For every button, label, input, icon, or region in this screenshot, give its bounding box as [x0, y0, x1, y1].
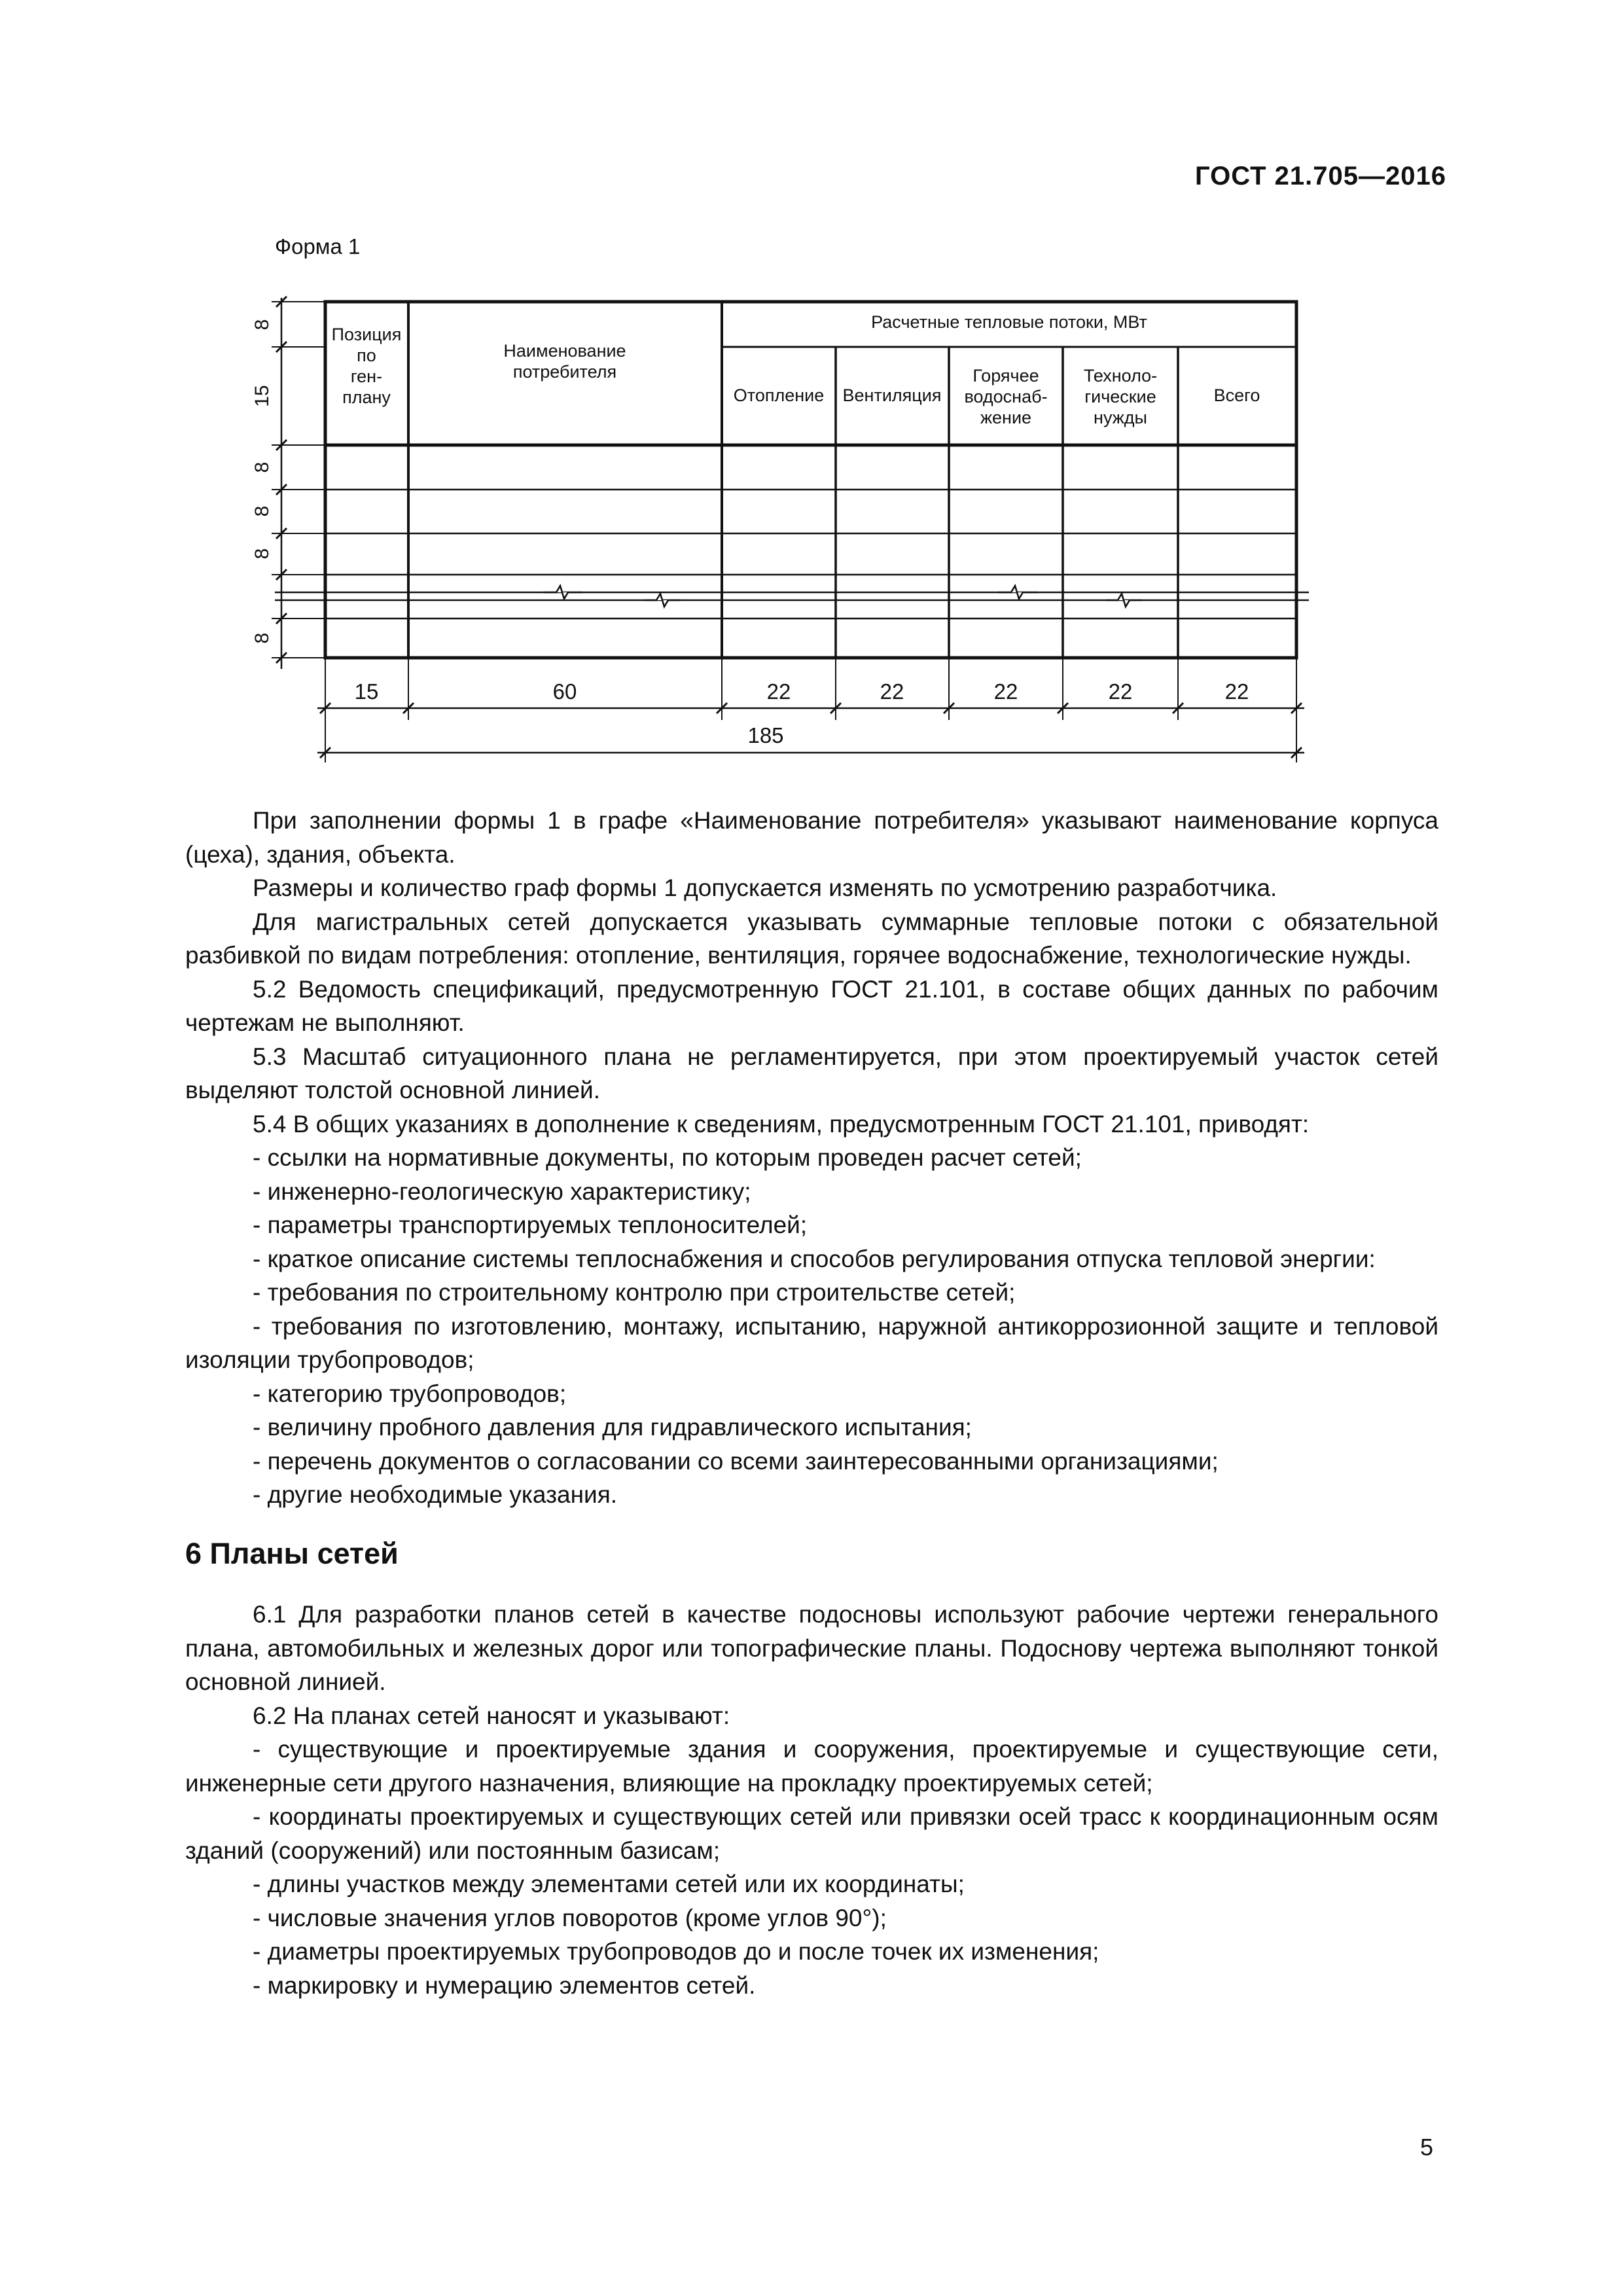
col-position-line4: плану	[342, 387, 391, 407]
row-dim-header: 15	[251, 385, 273, 407]
col-heating: Отопление	[733, 386, 825, 405]
col-ventilation: Вентиляция	[842, 386, 942, 405]
clause-5-3: 5.3 Масштаб ситуационного плана не регламентируется, при этом проектируемый участок сетей выделяют толстой основной линией.	[185, 1043, 1438, 1103]
list-item: - перечень документов о согласовании со всеми заинтересованными организациями;	[253, 1447, 1219, 1475]
list-item: - параметры транспортируемых теплоносителей;	[253, 1211, 808, 1238]
total-width: 185	[747, 723, 784, 747]
row-dim-row1: 8	[251, 461, 273, 473]
row-dim-row2: 8	[251, 505, 273, 517]
col-width-7: 22	[1224, 679, 1249, 704]
col-consumer-line1: Наименование	[503, 341, 626, 361]
list-item: - инженерно-геологическую характеристику;	[253, 1177, 751, 1205]
form-1-table-figure	[0, 0, 1623, 785]
row-dim-last-row: 8	[251, 632, 273, 644]
row-dim-row3: 8	[251, 548, 273, 560]
col-consumer-line2: потребителя	[512, 362, 617, 382]
col-hot-water-line1: Горячее	[972, 366, 1039, 386]
document-code: ГОСТ 21.705—2016	[1194, 162, 1446, 190]
col-group-title: Расчетные тепловые потоки, МВт	[871, 312, 1147, 332]
list-item: - диаметры проектируемых трубопроводов до и после точек их изменения;	[253, 1938, 1099, 1965]
col-total: Всего	[1213, 386, 1260, 405]
section-6-heading: 6 Планы сетей	[185, 1536, 399, 1570]
list-item: - краткое описание системы теплоснабжения и способов регулирования отпуска тепловой энергии:	[253, 1245, 1376, 1272]
list-item: - другие необходимые указания.	[253, 1481, 618, 1508]
col-tech-line3: нужды	[1094, 408, 1147, 427]
col-position-line2: по	[357, 346, 376, 365]
page-number: 5	[1419, 2134, 1433, 2161]
clause-6-1: 6.1 Для разработки планов сетей в качестве подосновы используют рабочие чертежи генерального плана, автомобильных и железных дорог или топографические планы. Подоснову чертежа выполняют тонкой основной линией.	[185, 1601, 1438, 1695]
table-frame	[325, 302, 1296, 658]
clause-6-2: 6.2 На планах сетей наносят и указывают:	[253, 1702, 730, 1729]
col-width-5: 22	[993, 679, 1018, 704]
col-hot-water-line3: жение	[980, 408, 1032, 427]
col-width-4: 22	[880, 679, 904, 704]
form-label: Форма 1	[275, 234, 361, 259]
col-position-line3: ген-	[350, 367, 383, 386]
col-width-1: 15	[354, 679, 379, 704]
list-item: - величину пробного давления для гидравлического испытания;	[253, 1414, 972, 1441]
col-width-6: 22	[1108, 679, 1133, 704]
row-dim-group-header: 8	[251, 319, 273, 331]
list-item: - ссылки на нормативные документы, по которым проведен расчет сетей;	[253, 1144, 1082, 1171]
list-item: - маркировку и нумерацию элементов сетей.	[253, 1971, 756, 1999]
col-tech-line1: Техноло-	[1083, 366, 1158, 386]
paragraph: При заполнении формы 1 в графе «Наименование потребителя» указывают наименование корпуса (цеха), здания, объекта.	[185, 807, 1438, 868]
list-item: - требования по строительному контролю при строительстве сетей;	[253, 1279, 1016, 1306]
list-item: - координаты проектируемых и существующих сетей или привязки осей трасс к координационным осям зданий (сооружений) или постоянным базисам;	[185, 1803, 1438, 1864]
clause-5-4: 5.4 В общих указаниях в дополнение к сведениям, предусмотренным ГОСТ 21.101, приводят:	[253, 1110, 1310, 1138]
col-tech-line2: гические	[1084, 387, 1156, 406]
col-hot-water-line2: водоснаб-	[964, 387, 1048, 406]
clause-5-2: 5.2 Ведомость спецификаций, предусмотренную ГОСТ 21.101, в составе общих данных по рабочим чертежам не выполняют.	[185, 975, 1438, 1036]
paragraph: Размеры и количество граф формы 1 допускается изменять по усмотрению разработчика.	[253, 874, 1277, 901]
col-position-line1: Позиция	[331, 325, 402, 344]
list-item: - длины участков между элементами сетей или их координаты;	[253, 1871, 965, 1897]
paragraph: Для магистральных сетей допускается указывать суммарные тепловые потоки с обязательной разбивкой по видам потребления: отопление, вентиляция, горячее водоснабжение, технологические нужды.	[185, 908, 1438, 969]
list-item: - требования по изготовлению, монтажу, испытанию, наружной антикоррозионной защите и тепловой изоляции трубопроводов;	[185, 1312, 1438, 1373]
list-item: - существующие и проектируемые здания и сооружения, проектируемые и существующие сети, инженерные сети другого назначения, влияющие на прокладку проектируемых сетей;	[185, 1736, 1438, 1797]
col-width-2: 60	[552, 679, 577, 704]
body-text	[185, 804, 1438, 2002]
col-width-3: 22	[766, 679, 791, 704]
list-item: - числовые значения углов поворотов (кроме углов 90°);	[253, 1904, 887, 1931]
list-item: - категорию трубопроводов;	[253, 1380, 567, 1407]
